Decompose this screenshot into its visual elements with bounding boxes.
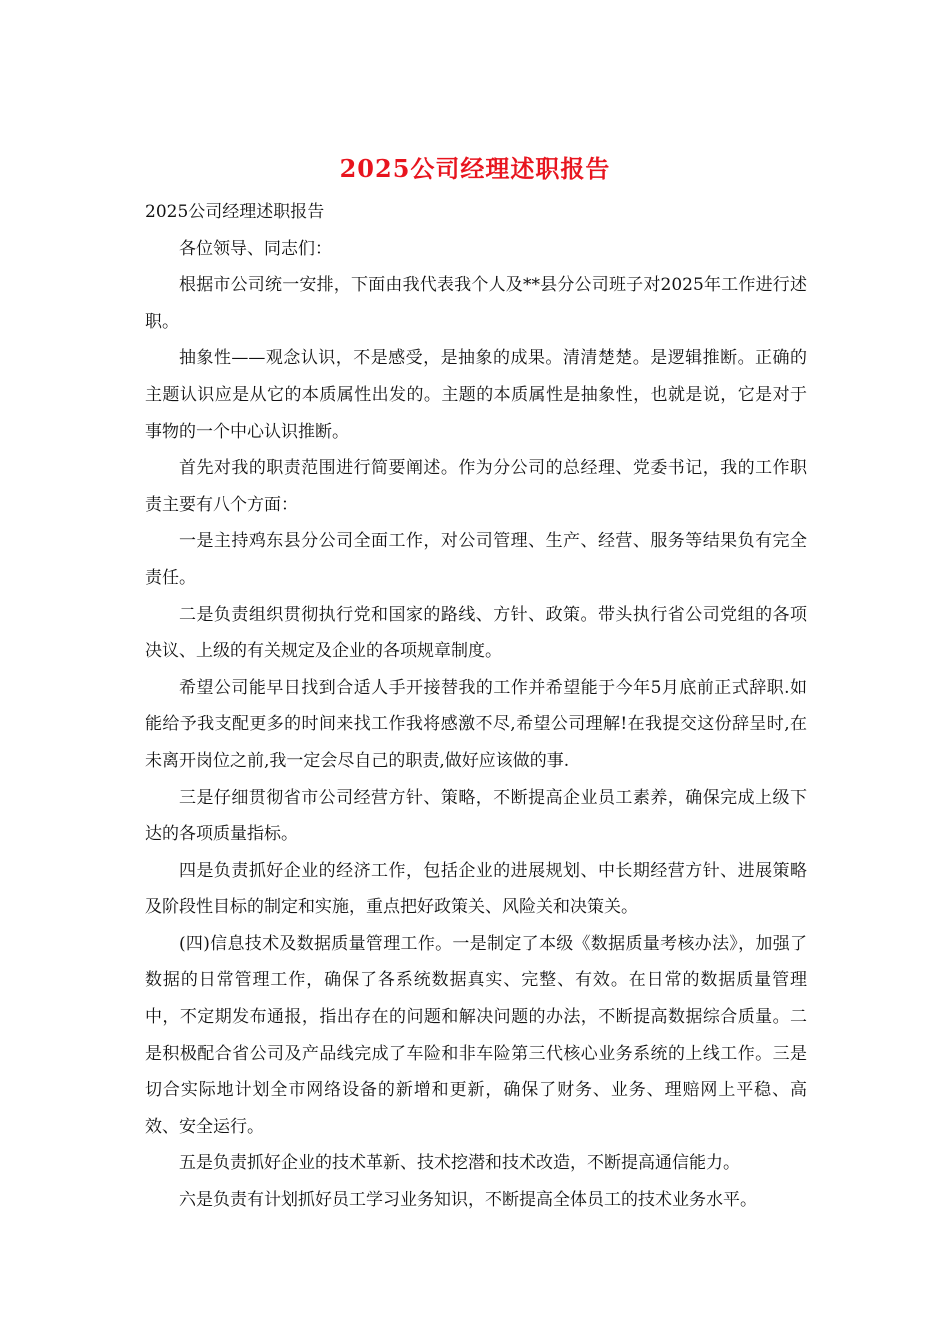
paragraph: 二是负责组织贯彻执行党和国家的路线、方针、政策。带头执行省公司党组的各项决议、上级的有关规定及企业的各项规章制度。 [145, 604, 807, 662]
paragraph: 抽象性——观念认识，不是感受，是抽象的成果。清清楚楚。是逻辑推断。正确的主题认识应是从它的本质属性出发的。主题的本质属性是抽象性，也就是说，它是对于事物的一个中心认识推断。 [145, 348, 807, 442]
paragraph: 五是负责抓好企业的技术革新、技术挖潜和技术改造，不断提高通信能力。 [179, 1153, 740, 1174]
document-title: 2025公司经理述职报告 [339, 154, 611, 183]
paragraph: 四是负责抓好企业的经济工作，包括企业的进展规划、中长期经营方针、进展策略及阶段性目标的制定和实施，重点把好政策关、风险关和决策关。 [145, 860, 807, 918]
paragraph: 一是主持鸡东县分公司全面工作，对公司管理、生产、经营、服务等结果负有完全责任。 [145, 531, 807, 588]
paragraph: 首先对我的职责范围进行简要阐述。作为分公司的总经理、党委书记，我的工作职责主要有八个方面： [145, 458, 807, 515]
paragraph: (四)信息技术及数据质量管理工作。一是制定了本级《数据质量考核办法》，加强了数据的日常管理工作，确保了各系统数据真实、完整、有效。在日常的数据质量管理中，不定期发布通报，指出存在的问题和解决问题的办法，不断提高数据综合质量。二是积极配合省公司及产品线完成了车险和非车险第三代核心业务系统的上线工作。三是切合实际地计划全市网络设备的新增和更新，确保了财务、业务、理赔网上平稳、高效、安全运行。 [145, 933, 807, 1137]
paragraph: 希望公司能早日找到合适人手开接替我的工作并希望能于今年5月底前正式辞职.如能给予我支配更多的时间来找工作我将感激不尽,希望公司理解!在我提交这份辞呈时,在未离开岗位之前,我一定会尽自己的职责,做好应该做的事. [145, 677, 807, 771]
salutation: 各位领导、同志们： [179, 238, 332, 259]
document-body [145, 194, 807, 1219]
paragraph: 三是仔细贯彻省市公司经营方针、策略，不断提高企业员工素养，确保完成上级下达的各项质量指标。 [145, 787, 807, 845]
paragraph: 六是负责有计划抓好员工学习业务知识，不断提高全体员工的技术业务水平。 [179, 1190, 757, 1211]
paragraph: 根据市公司统一安排，下面由我代表我个人及**县分公司班子对2025年工作进行述职。 [145, 275, 807, 332]
body-heading: 2025公司经理述职报告 [145, 202, 325, 222]
